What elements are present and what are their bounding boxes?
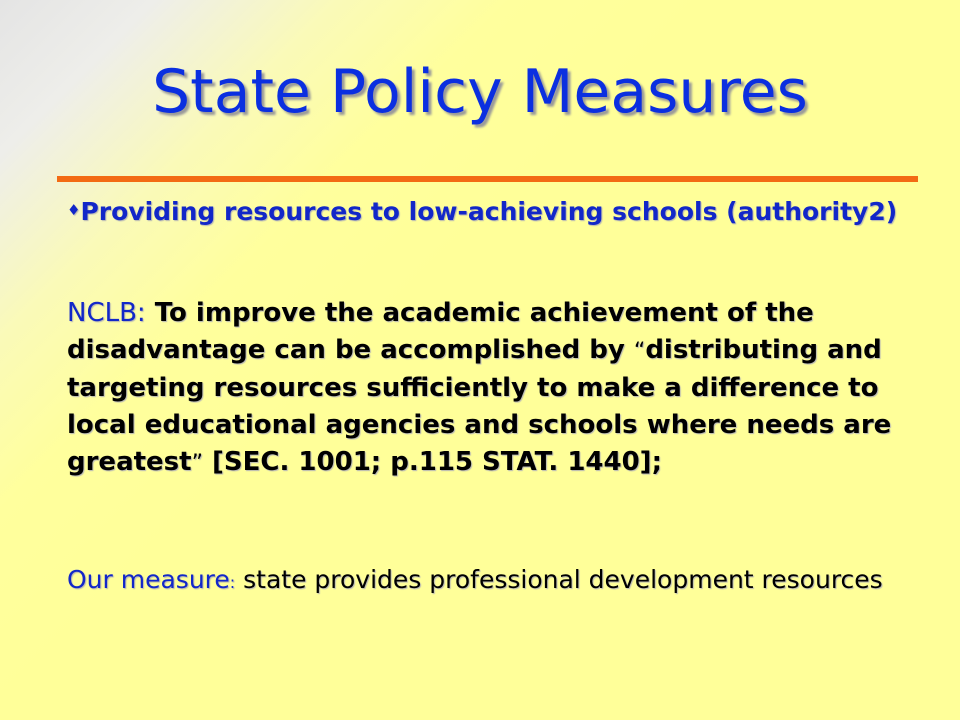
measure-text: state provides professional development resources: [235, 565, 883, 594]
diamond-bullet-icon: ♦: [67, 201, 81, 219]
title-divider: [57, 176, 918, 182]
slide-title: State Policy Measures: [152, 57, 808, 127]
nclb-label: NCLB:: [67, 298, 146, 328]
measure-paragraph: [67, 562, 927, 601]
close-quote: ”: [191, 451, 203, 476]
nclb-quoted-text: distributing and targeting resources sufficiently to make a difference to local educational agencies and schools where needs are greatest: [67, 335, 892, 477]
open-quote: “: [633, 339, 646, 364]
measure-label: Our measure: [67, 565, 230, 594]
bullet-item: [67, 190, 927, 232]
bullet-text: Providing resources to low-achieving schools (authority2): [80, 197, 898, 226]
nclb-paragraph: [67, 295, 927, 482]
measure-colon: :: [229, 573, 236, 592]
nclb-citation: [SEC. 1001; p.115 STAT. 1440];: [203, 447, 662, 477]
nclb-text: To improve the academic achievement of the disadvantage can be accomplished by: [67, 298, 814, 365]
